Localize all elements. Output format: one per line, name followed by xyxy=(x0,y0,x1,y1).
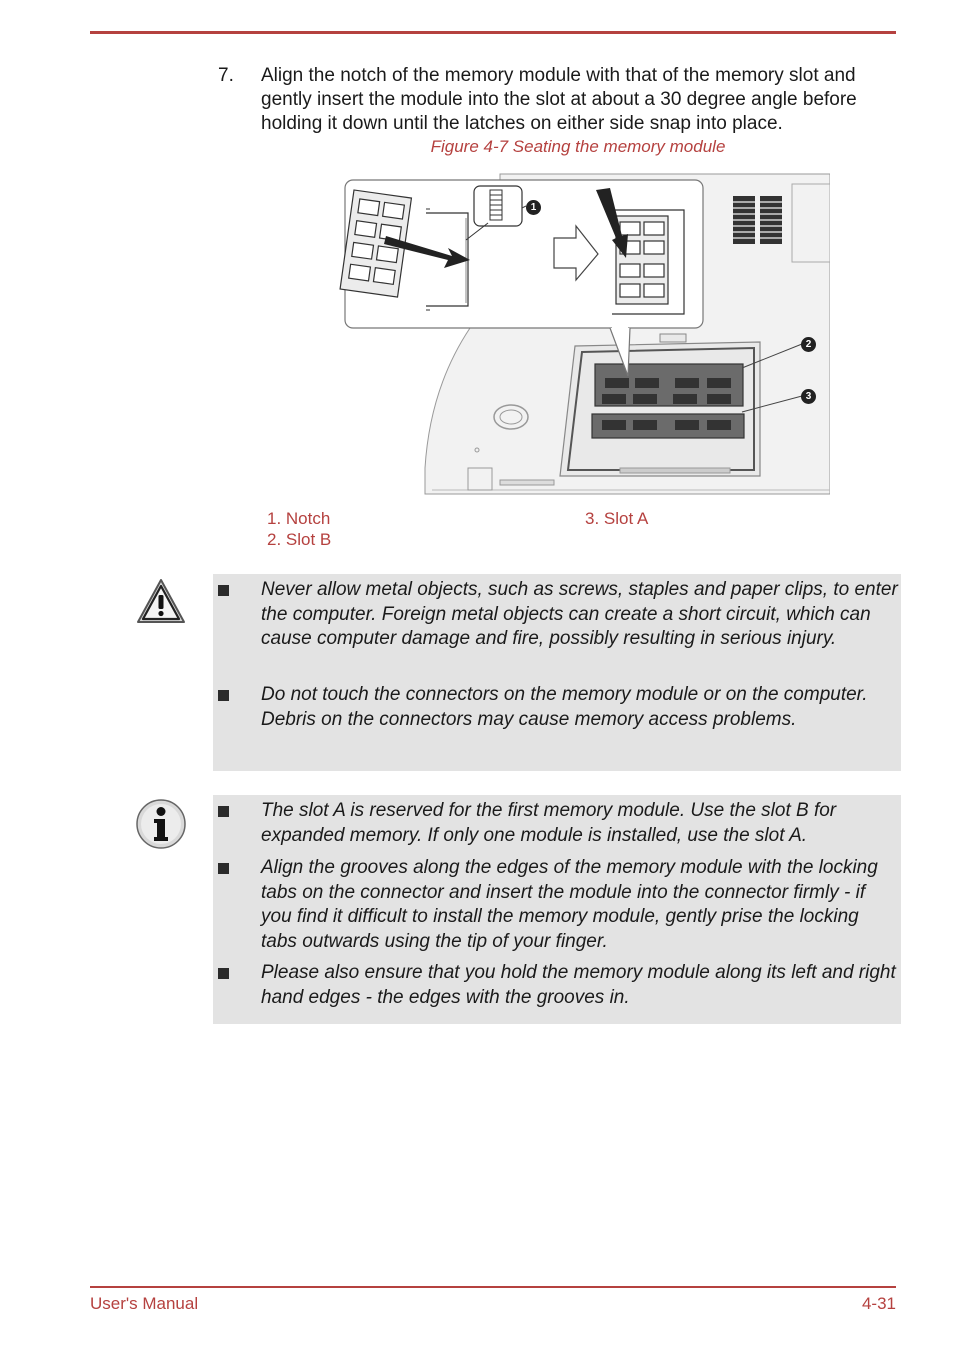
header-rule xyxy=(90,31,896,34)
bullet-square-icon xyxy=(218,806,229,817)
note-box xyxy=(213,795,901,1024)
callout-3-marker: 3 xyxy=(801,389,816,404)
legend-slot-a: 3. Slot A xyxy=(585,509,649,528)
warning-item-text: Never allow metal objects, such as screws, staples and paper clips, to enter the computer. Foreign metal objects can create a short circuit, which can cause computer damage and fire, possibly resulting in serious injury. xyxy=(261,579,898,649)
note-item-text: Please also ensure that you hold the memory module along its left and right hand edges - the edges with the grooves in. xyxy=(261,962,896,1008)
warning-item-text: Do not touch the connectors on the memory module or on the computer. Debris on the connectors may cause memory access problems. xyxy=(261,684,868,730)
footer-rule xyxy=(90,1286,896,1288)
bullet-square-icon xyxy=(218,863,229,874)
figure-caption: Figure 4-7 Seating the memory module xyxy=(430,137,726,156)
step-number: 7. xyxy=(218,65,234,86)
callout-2-marker: 2 xyxy=(801,337,816,352)
legend-notch: 1. Notch xyxy=(267,509,331,528)
footer-title: User's Manual xyxy=(90,1294,199,1313)
warning-triangle-icon xyxy=(135,576,187,628)
step-text: Align the notch of the memory module with that of the memory slot and gently insert the module into the slot at about a 30 degree angle before holding it down until the latches on either side snap into place. xyxy=(261,65,857,134)
bullet-square-icon xyxy=(218,585,229,596)
note-item-text: The slot A is reserved for the first memory module. Use the slot B for expanded memory. If only one module is installed, use the slot A. xyxy=(261,800,837,846)
page-number: 4-31 xyxy=(861,1294,896,1313)
bullet-square-icon xyxy=(218,968,229,979)
memory-module-illustration xyxy=(330,168,830,498)
legend-slot-b: 2. Slot B xyxy=(267,530,332,549)
callout-1-marker: 1 xyxy=(526,200,541,215)
warning-box xyxy=(213,574,901,771)
bullet-square-icon xyxy=(218,690,229,701)
info-icon xyxy=(135,798,187,850)
note-item-text: Align the grooves along the edges of the memory module with the locking tabs on the connector and insert the module into the connector firmly - if you find it difficult to install the memory module, gently prise the locking tabs outwards using the tip of your finger. xyxy=(261,857,878,952)
